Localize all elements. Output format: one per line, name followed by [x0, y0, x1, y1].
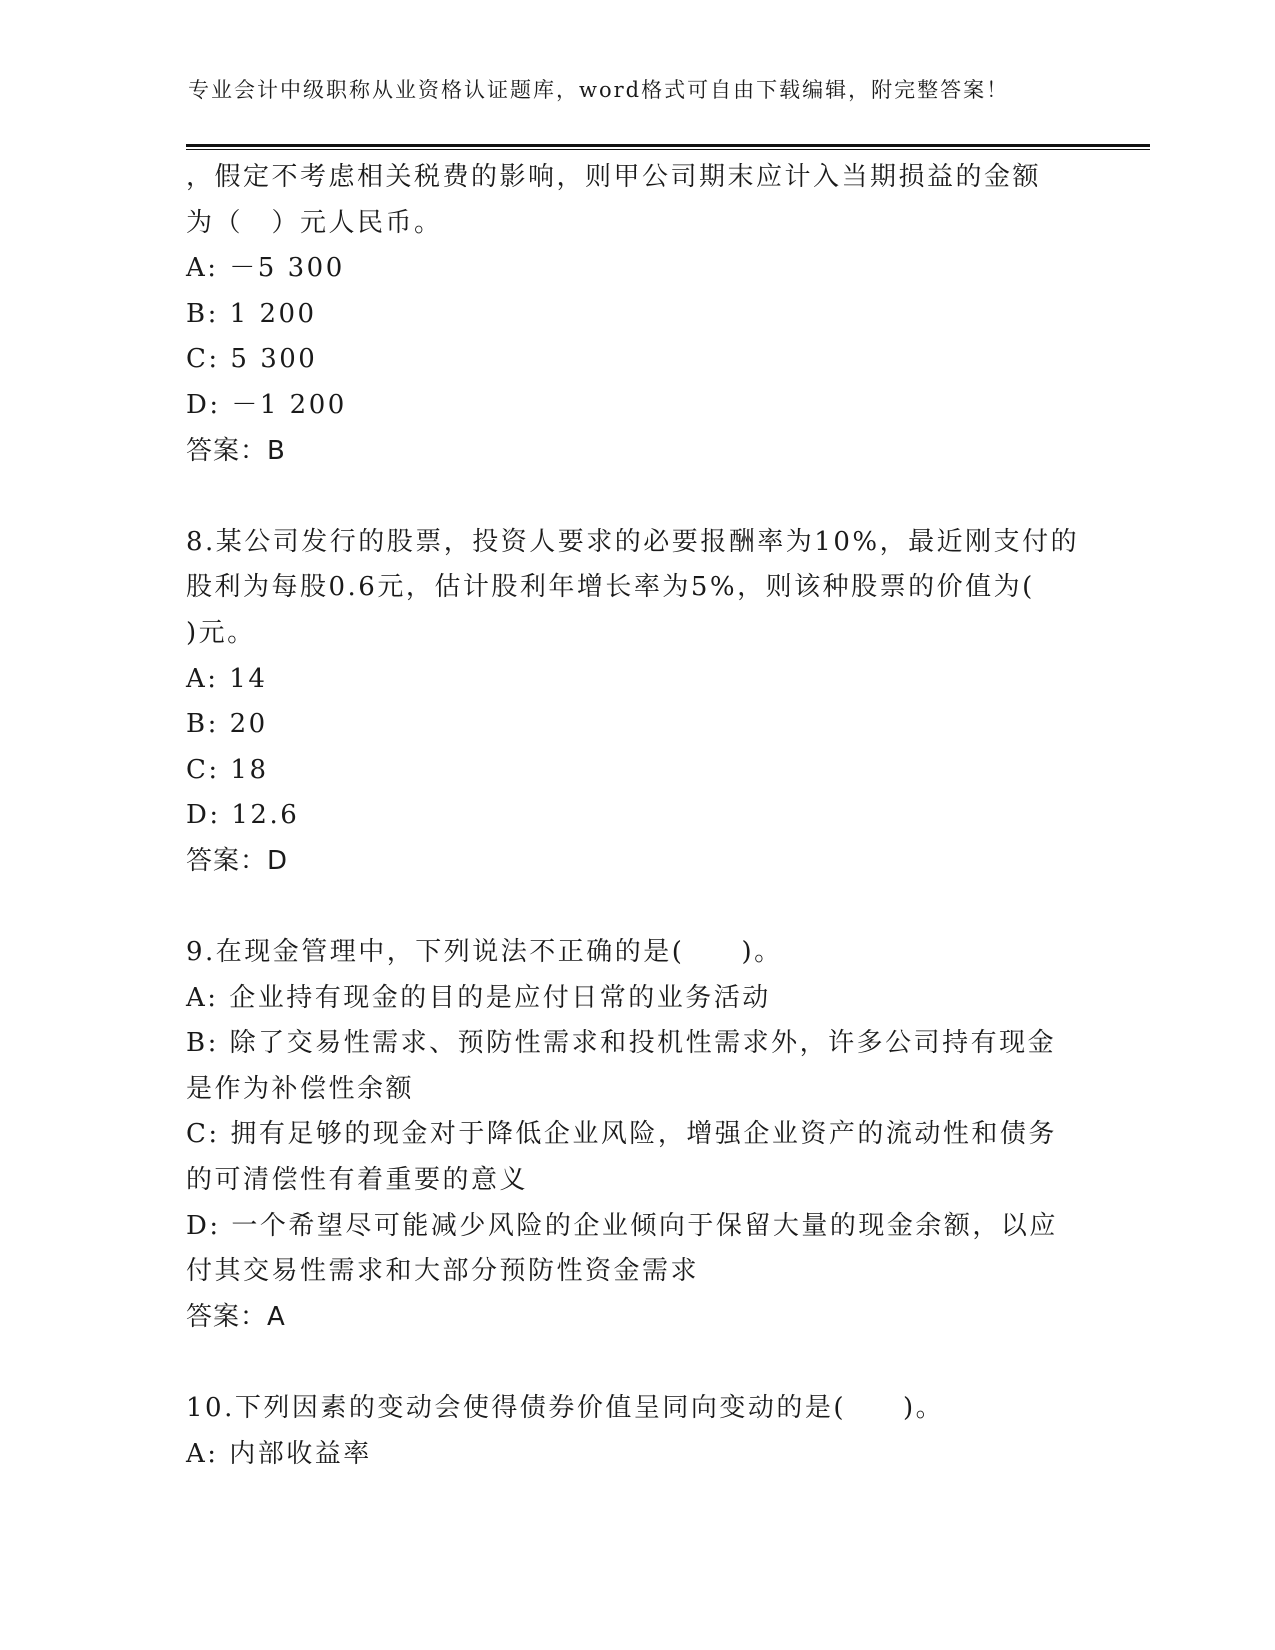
question-9 — [186, 930, 1086, 1340]
question-9-option-c-cont: 的可清偿性有着重要的意义 — [186, 1165, 529, 1196]
question-10 — [186, 1386, 1086, 1477]
question-content — [186, 155, 1086, 1477]
question-7-option-a: A: －5 300 — [186, 253, 345, 284]
question-9-option-a: A: 企业持有现金的目的是应付日常的业务活动 — [186, 982, 771, 1013]
question-8-option-b: B: 20 — [186, 709, 268, 740]
question-9-option-b: B: 除了交易性需求、预防性需求和投机性需求外，许多公司持有现金 — [186, 1028, 1057, 1059]
question-8 — [186, 520, 1086, 885]
question-7-text-line: 为（ ）元人民币。 — [186, 207, 443, 238]
question-8-option-c: C: 18 — [186, 754, 269, 785]
question-7-option-c: C: 5 300 — [186, 344, 318, 375]
question-9-answer: 答案：A — [186, 1301, 286, 1332]
header-divider-thin — [186, 149, 1150, 150]
question-9-option-d-cont: 付其交易性需求和大部分预防性资金需求 — [186, 1256, 700, 1287]
header-divider-thick — [186, 144, 1150, 147]
question-9-option-d: D: 一个希望尽可能减少风险的企业倾向于保留大量的现金余额，以应 — [186, 1210, 1058, 1241]
question-9-option-b-cont: 是作为补偿性余额 — [186, 1073, 415, 1104]
question-9-option-c: C: 拥有足够的现金对于降低企业风险，增强企业资产的流动性和债务 — [186, 1119, 1057, 1150]
question-8-text-line: 股利为每股0.6元，估计股利年增长率为5%，则该种股票的价值为( — [186, 572, 1035, 603]
question-8-answer: 答案：D — [186, 845, 289, 876]
question-8-option-a: A: 14 — [186, 663, 268, 694]
question-8-text-line: )元。 — [186, 617, 256, 648]
question-7-text-line: ，假定不考虑相关税费的影响，则甲公司期末应计入当期损益的金额 — [186, 162, 1042, 192]
spacer — [186, 474, 1086, 520]
question-7-option-d: D: －1 200 — [186, 389, 347, 420]
question-9-text-line: 9.在现金管理中，下列说法不正确的是( )。 — [186, 937, 783, 968]
question-8-text-line: 8.某公司发行的股票，投资人要求的必要报酬率为10%，最近刚支付的 — [186, 526, 1080, 557]
question-10-text-line: 10.下列因素的变动会使得债券价值呈同向变动的是( )。 — [186, 1393, 945, 1424]
page-header-title: 专业会计中级职称从业资格认证题库，word格式可自由下载编辑，附完整答案！ — [188, 78, 1010, 102]
question-10-option-a: A: 内部收益率 — [186, 1438, 372, 1469]
question-7 — [186, 155, 1086, 474]
question-7-option-b: B: 1 200 — [186, 298, 317, 329]
question-8-option-d: D: 12.6 — [186, 800, 300, 831]
spacer — [186, 1340, 1086, 1386]
question-7-answer: 答案：B — [186, 435, 286, 466]
spacer — [186, 885, 1086, 931]
